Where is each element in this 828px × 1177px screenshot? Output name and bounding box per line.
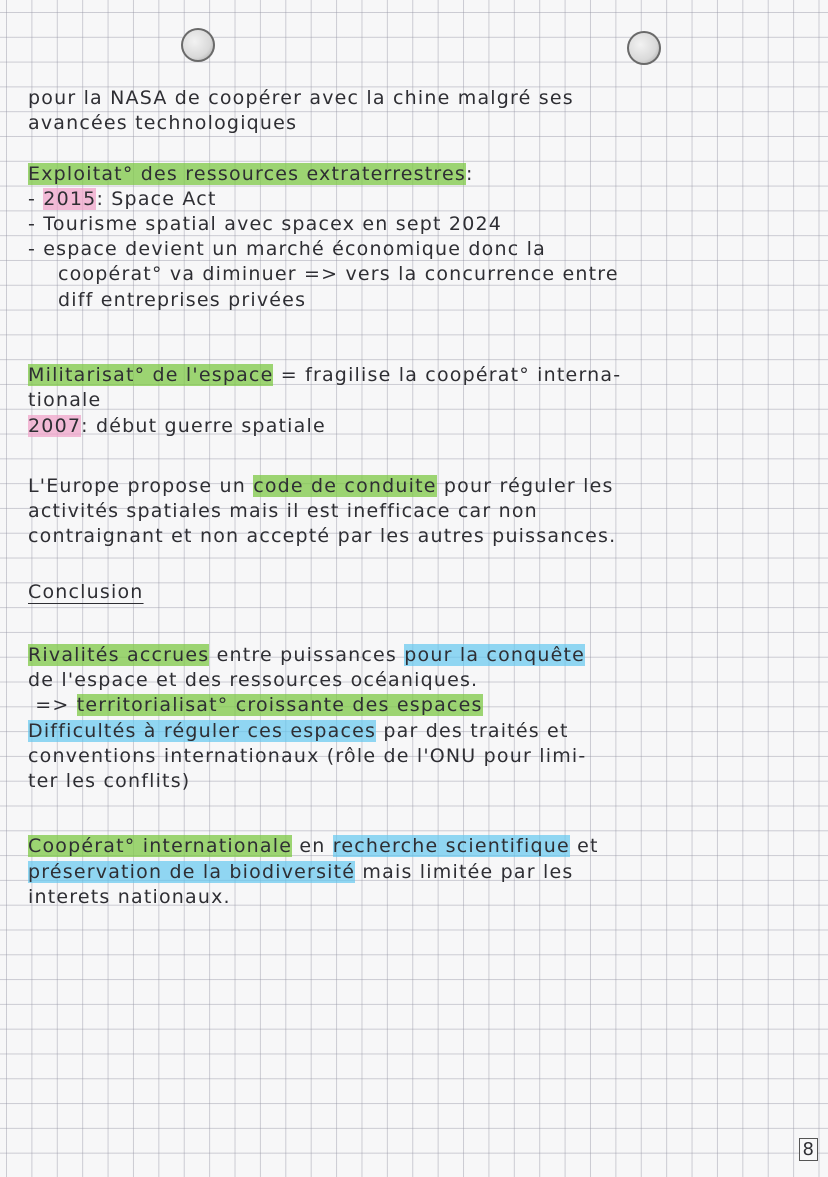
note-line: [58, 288, 306, 312]
note-line: [28, 719, 569, 743]
note-text: par des traités et: [376, 719, 569, 742]
note-line: [28, 474, 614, 498]
note-line: [58, 262, 619, 286]
note-line: [28, 237, 546, 261]
note-line: [28, 212, 502, 236]
note-text: avancées technologiques: [28, 112, 298, 135]
note-text: =>: [28, 694, 77, 717]
note-text: contraignant et non accepté par les autres puissances.: [28, 525, 617, 548]
note-text: activités spatiales mais il est inefficace car non: [28, 500, 538, 523]
binder-hole-right: [627, 31, 661, 65]
note-text: de l'espace et des ressources océaniques.: [28, 669, 479, 692]
note-line: [28, 524, 616, 548]
note-text: pour réguler les: [436, 475, 614, 498]
note-line: [28, 643, 585, 667]
note-text: pour la NASA de coopérer avec la chine malgré ses: [28, 87, 574, 109]
note-text: conventions internationaux (rôle de l'ONU pour limi-: [28, 744, 587, 767]
note-text: - espace devient un marché économique donc la: [28, 238, 546, 261]
binder-hole-left: [181, 28, 215, 62]
highlighted-text: 2007: [28, 414, 82, 437]
highlighted-text: Rivalités accrues: [28, 643, 210, 666]
section-heading: Conclusion: [28, 580, 144, 603]
note-text: interets nationaux.: [28, 885, 231, 908]
note-line: [28, 885, 231, 909]
note-text: -: [28, 187, 44, 210]
note-line: [28, 111, 297, 135]
note-line: [28, 834, 599, 858]
highlighted-text: recherche scientifique: [332, 835, 570, 858]
note-text: = fragilise la coopérat° interna-: [273, 364, 622, 387]
note-line: [28, 744, 586, 768]
note-line: [28, 668, 478, 692]
note-line: [28, 769, 190, 793]
note-text: L'Europe propose un: [28, 475, 254, 498]
note-text: :: [466, 162, 474, 185]
highlighted-text: Difficultés à réguler ces espaces: [28, 719, 377, 742]
note-line: [28, 693, 483, 717]
note-line: [28, 388, 101, 412]
note-text: entre puissances: [209, 643, 405, 666]
note-line: [28, 363, 621, 387]
note-text: - Tourisme spatial avec spacex en sept 2024: [28, 213, 503, 235]
note-text: et: [569, 835, 599, 858]
note-text: en: [292, 835, 333, 858]
note-text: : Space Act: [96, 187, 217, 210]
page-number: 8: [799, 1138, 818, 1161]
note-line: [28, 580, 144, 604]
highlighted-text: pour la conquête: [404, 643, 586, 666]
note-text: mais limitée par les: [355, 860, 574, 883]
note-text: coopérat° va diminuer => vers la concurrence entre: [58, 263, 619, 286]
highlighted-text: territorialisat° croissante des espaces: [76, 694, 483, 717]
note-text: ter les conflits): [28, 769, 191, 792]
note-text: tionale: [28, 389, 102, 412]
note-text: : début guerre spatiale: [81, 414, 326, 437]
highlighted-text: Militarisat° de l'espace: [28, 364, 274, 387]
highlighted-text: Coopérat° internationale: [28, 835, 293, 858]
note-text: diff entreprises privées: [58, 288, 307, 311]
highlighted-text: Exploitat° des ressources extraterrestres: [28, 162, 467, 185]
note-line: [28, 860, 573, 884]
highlighted-text: préservation de la biodiversité: [28, 860, 356, 883]
highlighted-text: 2015: [43, 187, 97, 210]
note-line: [28, 86, 574, 110]
note-line: [28, 187, 217, 211]
note-line: [28, 499, 538, 523]
highlighted-text: code de conduite: [253, 475, 437, 498]
note-line: [28, 162, 474, 186]
note-line: [28, 414, 326, 438]
